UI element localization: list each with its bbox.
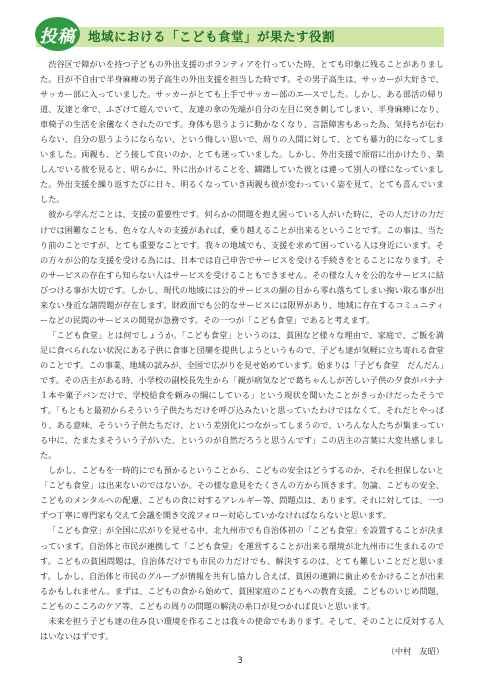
- paragraph-4: しかし、こどもを一時的にでも預かるということから、こどもの安全はどうするのか、それを担保しないと「こども食堂」は出来ないのではないか。その様な意見をたくさんの方から頂きます。勿論、こどもの安全、こどものメンタルへの配慮、こどもの食に対するアレルギー等、問題点は、あります。それに対しては、一つずつ丁寧に専門家も交えて会議を開き交流フォロー対応していかなければならないと思います。: [40, 465, 444, 521]
- article-title: 地域における「こども食堂」が果たす役割: [88, 29, 336, 44]
- page-number: 3: [237, 656, 243, 666]
- paragraph-5: 「こども食堂」が全国に広がりを見せる中、北九州市でも自治体初の「こども食堂」を設置することが決まっています。自治体と市民が連携して「こども食堂」を運営することが出来る環境が北九州市に生まれるのです。こどもの貧困問題は、自治体だけでも市民の力だけでも、解決するのは、とても難しいことだと思います。しかし、自治体と市民のグループが情報を共有し協力し合えば、貧困の連鎖に歯止めをかけることが出来るかもしれません。まずは、こどもの食から始めて、貧困家庭のこどもへの教育支援、こどものいじめ問題、こどものこころのケア等、こどもの周りの問題の解決の糸口が見つかれば良いと思います。: [40, 525, 444, 611]
- paragraph-3: 「こども食堂」とは何でしょうか。「こども食堂」というのは、貧困など様々な理由で、家庭で、ご飯を満足に食べられない状況にある子供に食事と団欒を提供しようというもので、子ども達が気軽に立ち寄れる食堂のことです。この事業、地域の試みが、全国で広がりを見せ始めています。始まりは「子ども食堂 だんだん」です。その店主がある時、小学校の副校長先生から「親が病気などで葛ちゃんしが苦しい子供の夕食がバナナ１本や菓子パンだけで、学校給食を頼みの綱にしている」という現状を聞いたことがきっかけだったそうです。「もともと最初からそういう子供たちだけを呼び込みたいと思っていたわけではなくて、それだとやっぱり、ある意味、そういう子供たちだけ、という差別化につながってしまうので、いろんな人たちが集まっている中に、たまたまそういう子がいた、というのが自然だろうと思うんです」この店主の言葉に大変共感しました。: [40, 329, 444, 461]
- article-body: [40, 57, 444, 659]
- paragraph-2: 彼から学んだことは、支援の重要性です。何らかの問題を抱え困っている人がいた時に、その人だけの力だけでは困難なことも、色々な人々の支援があれば、乗り越えることが出来るということです。この事は、当たり前のことですが、とても重要なことです。我々の地域でも、支援を求めて困っている人は身近にいます。その方々が公的な支援を受ける為には、日本では自己申告でサービスを受ける手続きをとることになります。そのサービスの存在すら知らない人はサービスを受けることもできません。その様な人々を公的なサービスに結びつける事が大切です。しかし、現代の地域には公的サービスの網の目から零れ落ちてしまい掬い取る事が出来ない身近な諸問題が存在します。財政面でも公的なサービスには限界があり、地域に存在するコミュニティーなどの民間のサービスの開発が急務です。その一つが「こども食堂」であると考えます。: [40, 209, 444, 325]
- paragraph-1: 渋谷区で障がいを持つ子どもの外出支援のボランティアを行っていた時、とても印象に残ることがありました。目が不自由で半身麻痺の男子高生の外出支援を担当した時です。その男子高生は、サッカーが大好きで、サッカー部に入っていました。サッカーがとても上手でサッカー部のエースでした。しかし、ある部活の帰り道、友達と傘で、ふざけて遊んでいて、友達の傘の先端が自分の左目に突き刺してしまい、半身麻痺になり、車椅子の生活を余儀なくされたのです。身体も思うように動かなくなり、言語障害もあった為、気持ちが伝わらない、自分の思うようにならない、という悔しい思いで、周りの人間に対して、とても暴力的になってしまいました。両親も、どう接して良いのか、とても迷っていました。しかし、外出支援で原宿に出かけたり、楽しんでいる彼を見ると、明らかに、外に出かけることを、躊躇していた彼とは違って別人の様になっていました。外出支援を繰り返すたびに日々、明るくなっていき両親も彼が変わっていく姿を見て、とても喜んでいました。: [40, 59, 444, 205]
- author-name: （中村 友昭）: [386, 645, 444, 656]
- contribution-badge: 投稿: [35, 17, 80, 51]
- paragraph-6: 未来を担う子ども達の住み良い環境を作ることは我々の使命でもあります。そして、そのことに反対する人はいないはずです。: [40, 615, 444, 641]
